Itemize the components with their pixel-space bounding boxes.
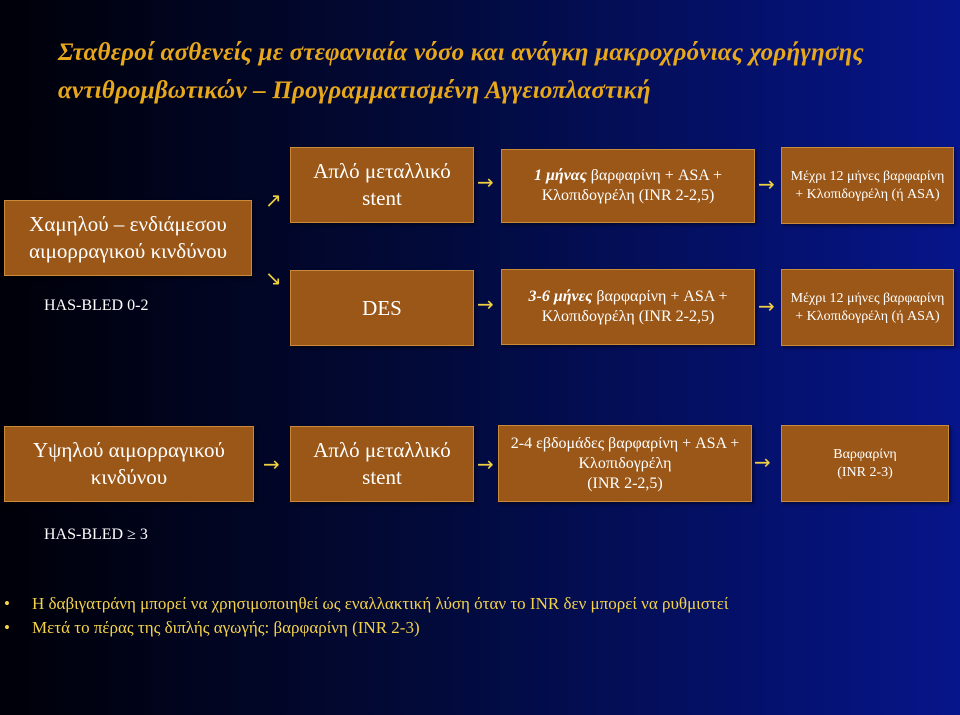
arrow-right-icon: → [477,452,494,476]
arrow-right-icon: → [263,452,280,476]
high-risk-stent-box [290,426,474,502]
des-therapy-box [501,269,755,345]
bms-therapy-text [508,166,748,206]
high-risk-therapy-box [498,425,752,502]
note-item [0,594,820,614]
note-text: Μετά το πέρας της διπλής αγωγής: βαρφαρίνη (INR 2-3) [32,618,420,637]
bullet-marker: • [4,594,10,613]
bms-followup-text: Μέχρι 12 μήνες βαρφαρίνη + Κλοπιδογρέλη (ή ASA) [790,168,945,202]
arrow-right-icon: → [758,294,775,318]
des-followup-box [781,269,954,346]
high-risk-stent-label: Απλό μεταλλικό stent [313,438,451,489]
high-risk-label: Υψηλού αιμορραγικού κινδύνου [33,438,225,489]
low-risk-label: Χαμηλού – ενδιάμεσου αιμορραγικού κινδύνου [29,212,227,263]
bms-stent-box [290,147,474,223]
slide-title: Σταθεροί ασθενείς με στεφανιαία νόσο και ανάγκη μακροχρόνιας χορήγησης αντιθρομβωτικών – Προγραμματισμένη Αγγειοπλαστική [58,39,864,104]
low-risk-box [4,200,252,276]
bms-therapy-regimen: βαρφαρίνη + ASA + Κλοπιδογρέλη (INR 2-2,5) [541,167,722,204]
arrow-right-icon: → [758,172,775,196]
bms-therapy-box [501,149,755,223]
note-text: Η δαβιγατράνη μπορεί να χρησιμοποιηθεί ως εναλλακτική λύση όταν το INR δεν μπορεί να ρυθμιστεί [32,594,729,613]
arrow-down-right-icon: ↘ [265,266,282,290]
arrow-right-icon: → [754,450,771,474]
note-item [0,618,820,638]
high-risk-score: HAS-BLED ≥ 3 [44,526,148,543]
bms-therapy-duration: 1 μήνας [534,167,587,184]
des-stent-box [290,270,474,346]
des-stent-label: DES [362,295,402,320]
des-followup-text: Μέχρι 12 μήνες βαρφαρίνη + Κλοπιδογρέλη (ή ASA) [790,290,945,324]
high-risk-followup-line1: Βαρφαρίνη [833,446,897,462]
arrow-right-icon: → [477,292,494,316]
low-risk-score: HAS-BLED 0-2 [44,297,149,314]
arrow-right-icon: → [477,170,494,194]
notes-list [0,594,820,642]
bms-stent-label: Απλό μεταλλικό stent [313,159,451,210]
arrow-up-right-icon: ↗ [265,188,282,212]
des-therapy-regimen: βαρφαρίνη + ASA + Κλοπιδογρέλη (INR 2-2,5) [541,288,728,325]
des-therapy-duration: 3-6 μήνες [528,288,593,305]
high-risk-box [4,426,254,502]
high-risk-therapy-line2: (INR 2-2,5) [587,474,663,492]
bms-followup-box [781,147,954,224]
bullet-marker: • [4,618,10,637]
des-therapy-text [508,287,748,327]
high-risk-followup-box [781,425,949,502]
high-risk-therapy-line1: 2-4 εβδομάδες βαρφαρίνη + ASA + Κλοπιδογρέλη [510,434,740,472]
high-risk-followup-line2: (INR 2-3) [837,464,893,480]
